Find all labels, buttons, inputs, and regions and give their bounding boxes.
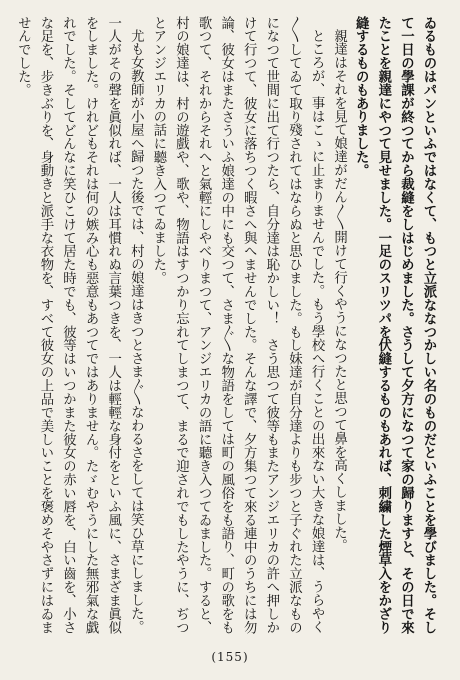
paragraph-2: 親達はそれを見て娘達がだん〳〵開けて行くやうになつたと思つて鼻を高くしました。 — [331, 29, 347, 553]
paragraph-3: ところが、事はこゝに止まりませんでした。もう學校へ行くことの出來ない大きな娘達は、うらやく〳〵してゐて取り殘されてはならぬと思ひました。もし妹達が自分達よりも步つと子ぐれた立派なものになつて世間に出て行つたら、自分達は恥かしい！ さう思つて彼等もまたアンジエリカの許へ押しかけて行つて、彼女に落ちつく暇さへ與へませんでした。そんな譯で、夕方集つて來る連中のうちには勿論、彼女はまたさういふ娘達の中にも交つて、さま〴〵な物語をしては町の風俗をも語り、町の歌をも歌つて、それからそれへと氣輕にしやべりまつて、アンジエリカの語に聽き入つてゐました。すると、村の娘達は、村の遊戲や、歌や、物語はすつかり忘れてしまつて、まるで迎されでもしたやうに、ぢつとアンジエリカの話に聽き入つてゐました。 — [150, 16, 325, 634]
vertical-text-body — [15, 16, 440, 634]
paragraph-4: 尤も女教師が小屋へ歸つた後では、村の娘達はきつとさま〴〵なわるさをしては笑ひ草にしました。一人がその聲を眞似れば、一人は耳慣れぬ言葉つきを、一人は輕輕な身付をといふ風に、さまざま眞似をしました。けれどもそれは何の嫉み心も惡意もあつてではありません。たゞむやうにした無邪氣な戯れでした。そしてどんなに笑ひこけて居た時でも、彼等はいつかまた彼女の赤い唇を、白い齒を、小さな足を、步きぶりを、身動きと派手な衣物を、すべて彼女の上品で美しいことを褒めそやさずにはゐませんでした。 — [15, 16, 144, 634]
page-number: (155) — [211, 650, 249, 664]
paragraph-1: ゐるものはパンといふではなくて、もつと立派ななつかしい名のものだといふことを學びました。そして一日の學課が終つてから裁縫をしはじめました。さうして夕方になつて家の歸りますと、その日で來たことを親達にやつて見せました。一足のスリツパを伏縫するものもあれば、刺繍した煙草入をかざり縫するものもありました。 — [353, 16, 437, 634]
